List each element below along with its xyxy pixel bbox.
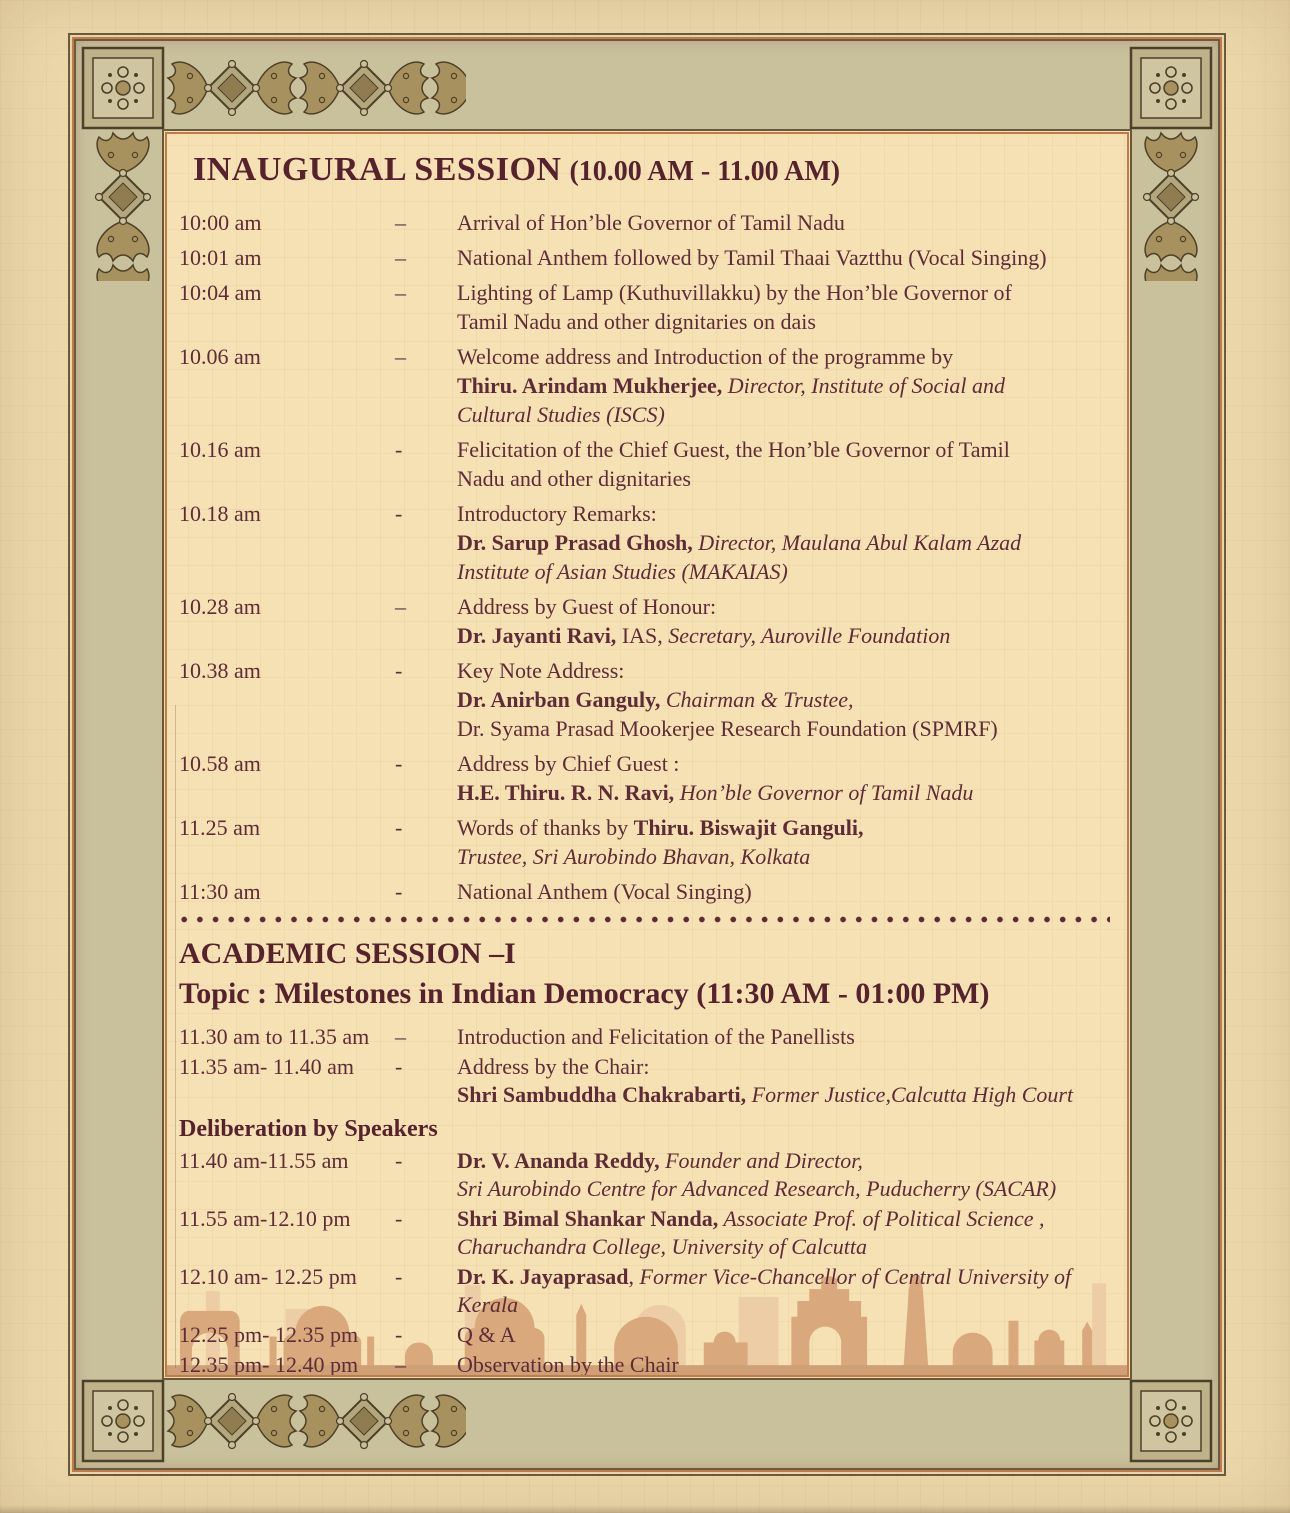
row-time: 10.58 am [179, 751, 261, 776]
section-time-range: (10.00 AM - 11.00 AM) [569, 156, 841, 187]
deliberation-subheading: Deliberation by Speakers [179, 1116, 438, 1142]
row-description: Key Note Address: Dr. Anirban Ganguly, Chairman & Trustee, Dr. Syama Prasad Mookerjee Research Foundation (SPMRF) [457, 658, 998, 741]
schedule-row [179, 435, 1112, 493]
schedule-row [179, 1321, 1112, 1349]
schedule-row [179, 592, 1112, 650]
row-dash: - [395, 815, 403, 840]
row-dash: - [395, 658, 403, 683]
row-dash: - [395, 437, 403, 462]
schedule-row [179, 1263, 1112, 1319]
border-corner-rosette [1128, 45, 1214, 131]
border-strip-bottom [166, 1378, 466, 1464]
row-description: Address by the Chair: Shri Sambuddha Chakrabarti, Former Justice,Calcutta High Court [457, 1054, 1074, 1107]
row-dash: - [395, 751, 403, 776]
academic-session-title: ACADEMIC SESSION –I [179, 937, 516, 970]
row-dash: – [395, 245, 406, 270]
speakers-schedule-rows [179, 1147, 1112, 1379]
row-time: 11.55 am-12.10 pm [179, 1206, 351, 1231]
row-time: 10.06 am [179, 344, 261, 369]
dotted-divider [181, 916, 1110, 923]
row-time: 11.25 am [179, 815, 261, 840]
row-dash: - [395, 879, 403, 904]
row-dash: – [395, 594, 406, 619]
row-description: Introduction and Felicitation of the Panellists [457, 1024, 855, 1049]
row-description: Dr. V. Ananda Reddy, Founder and Director, Sri Aurobindo Centre for Advanced Research, Puducherry (SACAR) [457, 1148, 1057, 1201]
academic-topic-title: Topic : Milestones in Indian Democracy (11:30 AM - 01:00 PM) [179, 977, 990, 1010]
schedule-row [179, 749, 1112, 807]
academic-schedule-rows [179, 1023, 1112, 1109]
row-time: 11.30 am to 11.35 am [179, 1024, 370, 1049]
row-time: 10:00 am [179, 210, 262, 235]
row-dash: - [395, 1264, 403, 1289]
row-description: Observation by the Chair [457, 1352, 679, 1377]
schedule-row [179, 499, 1112, 586]
border-corner-rosette [80, 1378, 166, 1464]
row-time: 10.16 am [179, 437, 261, 462]
row-description: Q & A [457, 1322, 516, 1347]
section-title-text: INAUGURAL SESSION [193, 151, 562, 188]
row-time: 11.35 am- 11.40 am [179, 1054, 354, 1079]
section-inaugural [179, 145, 1112, 906]
section-academic [179, 935, 1112, 1379]
schedule-row [179, 813, 1112, 871]
schedule-row [179, 278, 1112, 336]
border-strip-top [166, 45, 466, 131]
border-strip-right [1128, 131, 1214, 281]
row-description: Address by Chief Guest : H.E. Thiru. R. N. Ravi, Hon’ble Governor of Tamil Nadu [457, 751, 974, 805]
row-time: 10:01 am [179, 245, 262, 270]
schedule-row [179, 1351, 1112, 1379]
row-description: Introductory Remarks: Dr. Sarup Prasad Ghosh, Director, Maulana Abul Kalam Azad Institute of Asian Studies (MAKAIAS) [457, 501, 1022, 584]
row-dash: – [395, 344, 406, 369]
row-dash: – [395, 1352, 406, 1377]
paper-crease-line [175, 705, 176, 1368]
row-dash: – [395, 210, 406, 235]
row-dash: – [395, 280, 406, 305]
row-description: Shri Bimal Shankar Nanda, Associate Prof. of Political Science , Charuchandra College, University of Calcutta [457, 1206, 1045, 1259]
schedule-row [179, 208, 1112, 237]
programme-content-panel [162, 129, 1132, 1380]
schedule-row [179, 243, 1112, 272]
schedule-row [179, 342, 1112, 429]
row-time: 12.25 pm- 12.35 pm [179, 1322, 359, 1347]
row-time: 11:30 am [179, 879, 261, 904]
row-description: Words of thanks by Thiru. Biswajit Ganguli, Trustee, Sri Aurobindo Bhavan, Kolkata [457, 815, 864, 869]
row-time: 10.18 am [179, 501, 261, 526]
row-description: Lighting of Lamp (Kuthuvillakku) by the Hon’ble Governor of Tamil Nadu and other dignitaries on dais [457, 280, 1012, 334]
row-time: 10.28 am [179, 594, 261, 619]
schedule-row [179, 877, 1112, 906]
row-time: 12.10 am- 12.25 pm [179, 1264, 357, 1289]
border-strip-left [80, 131, 166, 281]
ornate-border-frame [68, 33, 1226, 1476]
border-corner-rosette [1128, 1378, 1214, 1464]
row-dash: - [395, 501, 403, 526]
row-time: 12.35 pm- 12.40 pm [179, 1352, 359, 1377]
row-time: 10:04 am [179, 280, 262, 305]
row-description: Welcome address and Introduction of the programme by Thiru. Arindam Mukherjee, Director, Institute of Social and Cultural Studies (ISCS) [457, 344, 1005, 427]
row-description: Dr. K. Jayaprasad, Former Vice-Chancellor of Central University of Kerala [457, 1264, 1072, 1317]
row-description: Felicitation of the Chief Guest, the Hon’ble Governor of Tamil Nadu and other dignitaries [457, 437, 1010, 491]
schedule-row [179, 656, 1112, 743]
row-description: National Anthem followed by Tamil Thaai Vaztthu (Vocal Singing) [457, 245, 1047, 270]
schedule-row [179, 1205, 1112, 1261]
section-title [193, 145, 1112, 196]
row-description: Arrival of Hon’ble Governor of Tamil Nadu [457, 210, 845, 235]
schedule-row [179, 1147, 1112, 1203]
row-description: National Anthem (Vocal Singing) [457, 879, 752, 904]
row-dash: - [395, 1206, 403, 1231]
row-time: 10.38 am [179, 658, 261, 683]
border-corner-rosette [80, 45, 166, 131]
row-description: Address by Guest of Honour: Dr. Jayanti Ravi, IAS, Secretary, Auroville Foundation [457, 594, 951, 648]
row-dash: - [395, 1148, 403, 1173]
schedule-row [179, 1023, 1112, 1051]
row-dash: - [395, 1322, 403, 1347]
row-time: 11.40 am-11.55 am [179, 1148, 349, 1173]
row-dash: – [395, 1024, 406, 1049]
row-dash: - [395, 1054, 403, 1079]
schedule-row [179, 1053, 1112, 1109]
inaugural-schedule-rows [179, 208, 1112, 906]
